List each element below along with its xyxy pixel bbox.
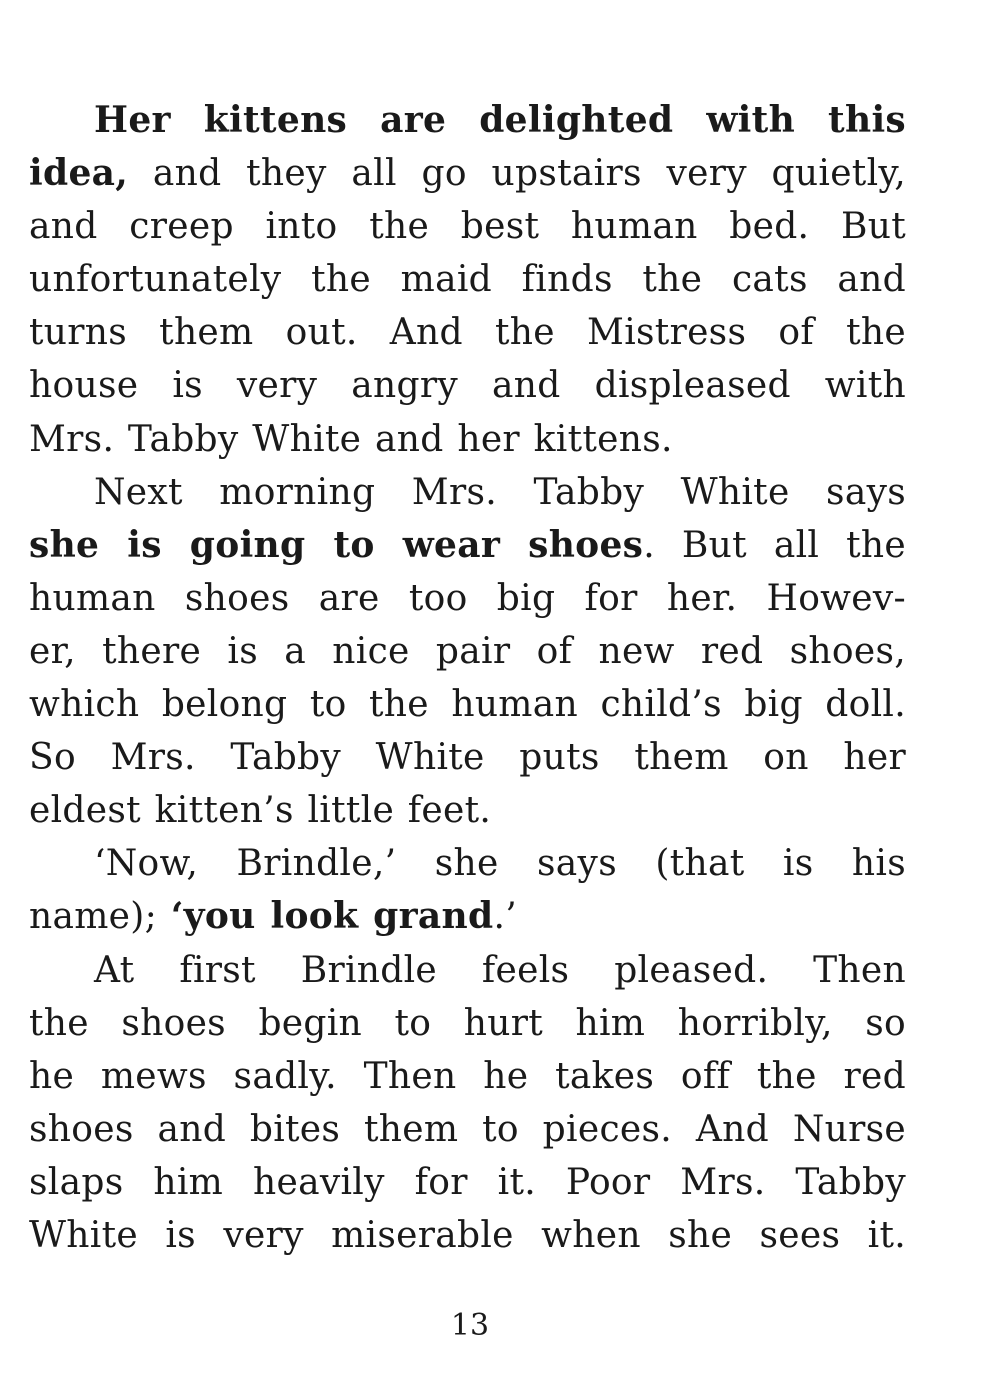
text-line (29, 944, 906, 997)
text-line (29, 837, 906, 890)
text-line (29, 1103, 906, 1156)
text-line (29, 466, 906, 519)
bold-phrase: idea, (29, 152, 129, 195)
text-line (29, 678, 906, 731)
text-line (29, 625, 906, 678)
text-line (29, 359, 906, 412)
text-segment: turns them out. And the Mistress of the (29, 312, 906, 354)
text-segment: White is very miserable when she sees it. (29, 1214, 906, 1256)
text-line (29, 997, 906, 1050)
text-segment: Next morning Mrs. Tabby White says (94, 471, 906, 513)
text-segment: which belong to the human child’s big doll. (29, 684, 906, 726)
text-line (29, 519, 906, 572)
text-segment: unfortunately the maid finds the cats and (29, 259, 906, 301)
text-segment: So Mrs. Tabby White puts them on her (29, 737, 906, 779)
text-line (29, 200, 906, 253)
page-number: 13 (450, 1308, 490, 1343)
text-line (29, 253, 906, 306)
text-segment: . But all the (643, 524, 906, 566)
text-line (29, 890, 906, 943)
text-line (29, 1050, 906, 1103)
text-segment: At first Brindle feels pleased. Then (94, 949, 906, 991)
text-line (29, 1209, 906, 1262)
bold-phrase: ‘you look grand (170, 895, 494, 938)
text-segment: eldest kitten’s little feet. (29, 790, 492, 832)
text-line (29, 94, 906, 147)
text-segment: human shoes are too big for her. Howev- (29, 577, 906, 619)
bold-phrase: Her kittens are delighted with this (94, 99, 906, 141)
text-line (29, 731, 906, 784)
text-line (29, 572, 906, 625)
text-segment: and they all go upstairs very quietly, (128, 153, 906, 195)
text-segment: ‘Now, Brindle,’ she says (that is his (94, 843, 906, 885)
text-segment: er, there is a nice pair of new red shoes, (29, 630, 906, 672)
text-segment: name); (29, 896, 171, 938)
text-line (29, 413, 906, 466)
story-text (29, 94, 906, 1262)
text-segment: the shoes begin to hurt him horribly, so (29, 1002, 906, 1044)
text-segment: .’ (493, 896, 517, 938)
text-line (29, 784, 906, 837)
text-line (29, 306, 906, 359)
text-segment: house is very angry and displeased with (29, 365, 906, 407)
text-segment: slaps him heavily for it. Poor Mrs. Tabby (29, 1161, 906, 1203)
text-segment: shoes and bites them to pieces. And Nurse (29, 1108, 906, 1150)
text-segment: and creep into the best human bed. But (29, 206, 906, 248)
text-segment: Mrs. Tabby White and her kittens. (29, 418, 673, 460)
text-line (29, 1156, 906, 1209)
text-segment: he mews sadly. Then he takes off the red (29, 1055, 906, 1097)
bold-phrase: she is going to wear shoes (29, 523, 644, 566)
text-line (29, 147, 906, 200)
